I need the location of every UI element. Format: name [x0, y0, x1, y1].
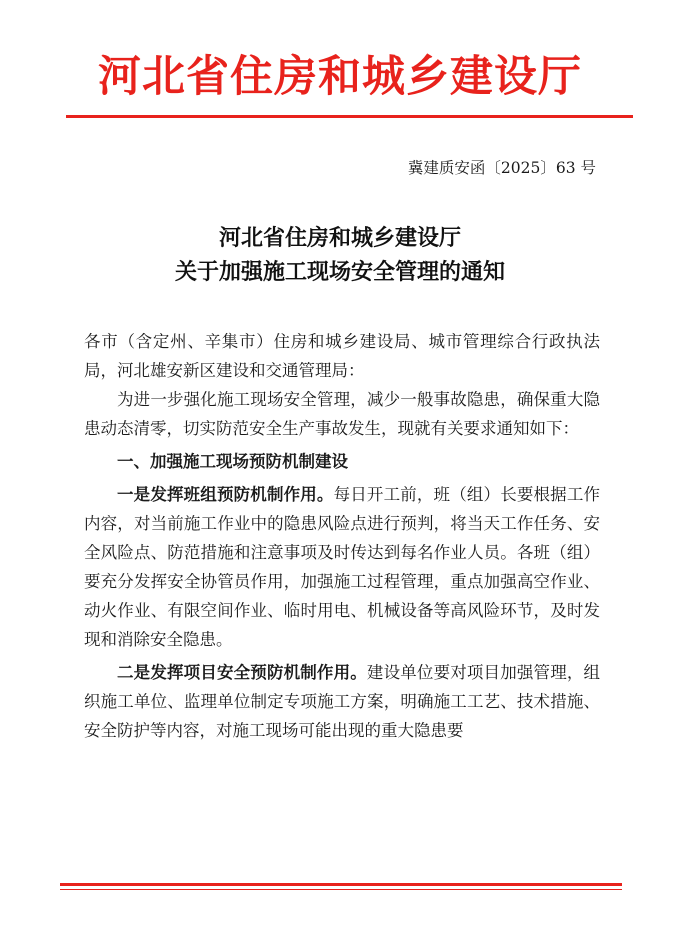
section-item-1 — [84, 480, 600, 654]
section-heading: 一、加强施工现场预防机制建设 — [117, 452, 348, 471]
addressees: 各市（含定州、辛集市）住房和城乡建设局、城市管理综合行政执法局，河北雄安新区建设和交通管理局： — [84, 332, 600, 380]
item-2-text: 建设单位要对项目加强管理，组织施工单位、监理单位制定专项施工方案，明确施工工艺、技术措施、安全防护等内容，对施工现场可能出现的重大隐患要 — [84, 663, 601, 740]
document-title-line-1: 河北省住房和城乡建设厅 — [218, 225, 461, 251]
item-2-lead: 二是发挥项目安全预防机制作用。 — [117, 663, 367, 682]
item-1-text: 每日开工前，班（组）长要根据工作内容，对当前施工作业中的隐患风险点进行预判，将当天工作任务、安全风险点、防范措施和注意事项及时传达到每名作业人员。各班（组）要充分发挥安全协管员作用，加强施工过程管理，重点加强高空作业、动火作业、有限空间作业、临时用电、机械设备等高风险环节，及时发现和消除安全隐患。 — [84, 485, 601, 649]
section-item-2 — [84, 658, 600, 745]
item-1-lead: 一是发挥班组预防机制作用。 — [117, 485, 334, 504]
document-title-line-2: 关于加强施工现场安全管理的通知 — [174, 259, 505, 285]
document-body — [84, 327, 600, 745]
intro-paragraph: 为进一步强化施工现场安全管理，减少一般事故隐患，确保重大隐患动态清零，切实防范安全生产事故发生，现就有关要求通知如下： — [84, 390, 600, 438]
footer-red-rule-thin — [60, 889, 622, 890]
issuing-authority-masthead: 河北省住房和城乡建设厅 — [98, 52, 582, 102]
footer-red-rule-thick — [60, 883, 622, 886]
masthead-red-rule — [66, 115, 633, 118]
document-number: 冀建质安函〔2025〕63 号 — [407, 159, 596, 177]
